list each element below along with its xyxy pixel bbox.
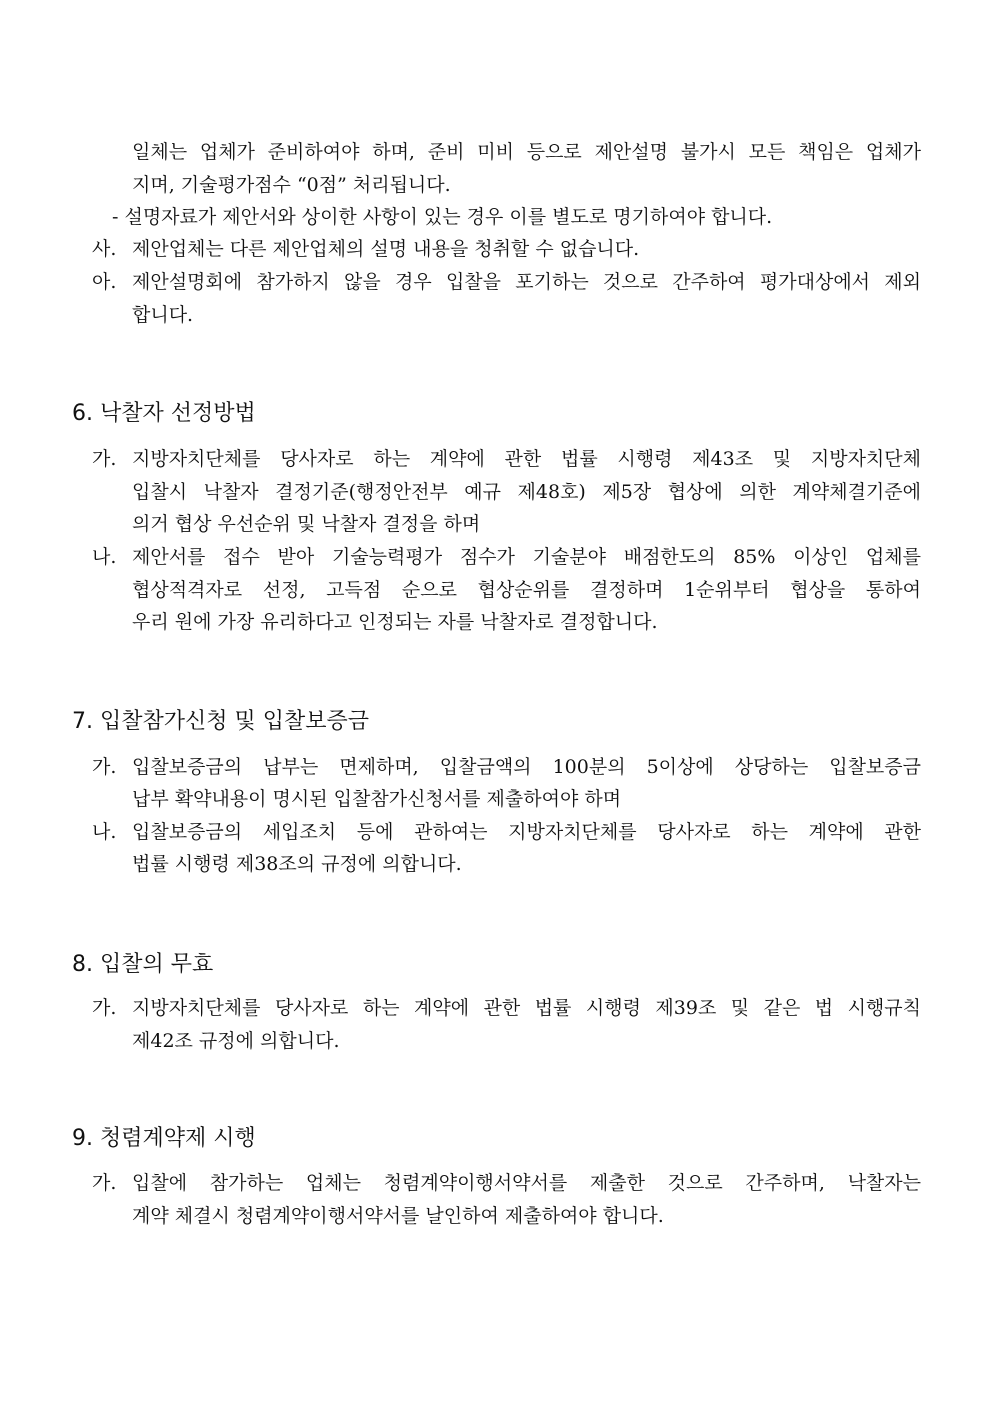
s8-ga-line-1: 지방자치단체를 당사자로 하는 계약에 관한 법률 시행령 제39조 및 같은 법 시행규칙 — [132, 997, 921, 1019]
s6-ga-line-1: 지방자치단체를 당사자로 하는 계약에 관한 법률 시행령 제43조 및 지방자치단체 — [132, 448, 921, 470]
section-8-heading: 8. 입찰의 무효 — [72, 952, 214, 977]
s7-ga-marker: 가. — [92, 756, 117, 778]
item-a-line-2: 합니다. — [132, 304, 194, 326]
s9-ga-line-1: 입찰에 참가하는 업체는 청렴계약이행서약서를 제출한 것으로 간주하며, 낙찰자는 — [132, 1172, 921, 1194]
s6-na-line-1: 제안서를 접수 받아 기술능력평가 점수가 기술분야 배점한도의 85% 이상인 업체를 — [132, 546, 921, 568]
item-a-line-1: 제안설명회에 참가하지 않을 경우 입찰을 포기하는 것으로 간주하여 평가대상에서 제외 — [132, 271, 921, 293]
s7-na-line-1: 입찰보증금의 세입조치 등에 관하여는 지방자치단체를 당사자로 하는 계약에 관한 — [132, 821, 921, 843]
s8-ga-line-2: 제42조 규정에 의합니다. — [132, 1030, 340, 1052]
s6-ga-marker: 가. — [92, 448, 117, 470]
s7-ga-line-2: 납부 확약내용이 명시된 입찰참가신청서를 제출하여야 하며 — [132, 788, 622, 810]
s7-ga-line-1: 입찰보증금의 납부는 면제하며, 입찰금액의 100분의 5이상에 상당하는 입찰보증금 — [132, 756, 921, 778]
s9-ga-line-2: 계약 체결시 청렴계약이행서약서를 날인하여 제출하여야 합니다. — [132, 1205, 664, 1227]
intro-line-1: 일체는 업체가 준비하여야 하며, 준비 미비 등으로 제안설명 불가시 모든 책임은 업체가 — [132, 141, 921, 163]
s6-na-marker: 나. — [92, 546, 117, 568]
intro-line-2: 지며, 기술평가점수 “0점” 처리됩니다. — [132, 174, 451, 196]
s6-ga-line-2: 입찰시 낙찰자 결정기준(행정안전부 예규 제48호) 제5장 협상에 의한 계약체결기준에 — [132, 481, 921, 503]
s6-ga-line-3: 의거 협상 우선순위 및 낙찰자 결정을 하며 — [132, 513, 481, 535]
s8-ga-marker: 가. — [92, 997, 117, 1019]
item-marker-a: 아. — [92, 271, 117, 293]
s6-na-line-2: 협상적격자로 선정, 고득점 순으로 협상순위를 결정하며 1순위부터 협상을 통하여 — [132, 579, 921, 601]
s7-na-line-2: 법률 시행령 제38조의 규정에 의합니다. — [132, 853, 462, 875]
section-9-heading: 9. 청렴계약제 시행 — [72, 1126, 256, 1151]
section-6-heading: 6. 낙찰자 선정방법 — [72, 401, 256, 426]
s7-na-marker: 나. — [92, 821, 117, 843]
item-sa-line-1: 제안업체는 다른 제안업체의 설명 내용을 청취할 수 없습니다. — [132, 238, 640, 260]
dash-item: - 설명자료가 제안서와 상이한 사항이 있는 경우 이를 별도로 명기하여야 합니다. — [112, 206, 773, 228]
item-marker-sa: 사. — [92, 238, 117, 260]
section-7-heading: 7. 입찰참가신청 및 입찰보증금 — [72, 709, 369, 734]
s9-ga-marker: 가. — [92, 1172, 117, 1194]
s6-na-line-3: 우리 원에 가장 유리하다고 인정되는 자를 낙찰자로 결정합니다. — [132, 611, 658, 633]
